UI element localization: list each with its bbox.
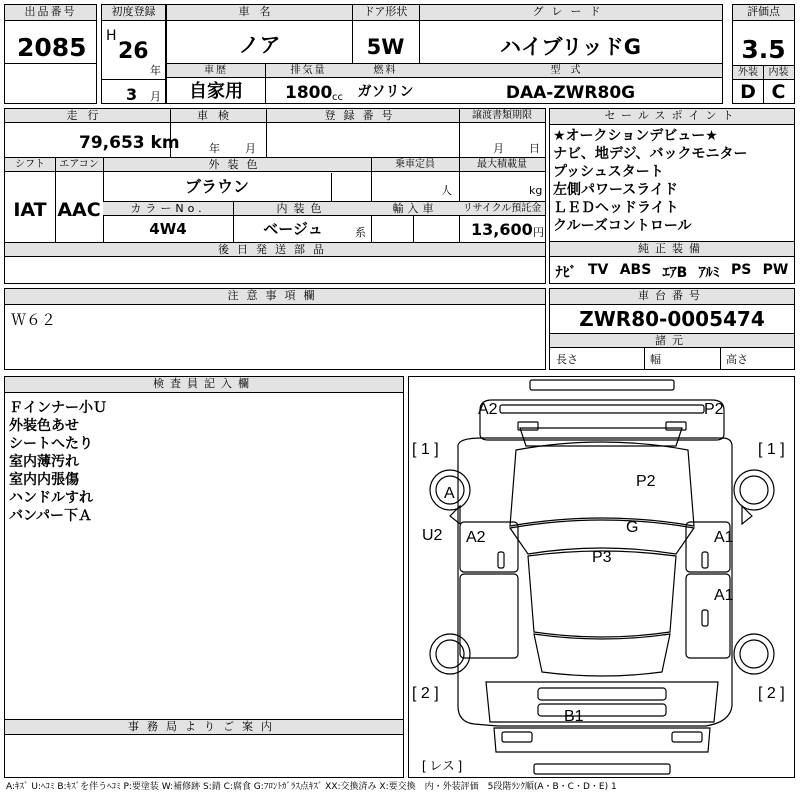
shift: IAT — [13, 199, 47, 221]
equipment-list — [550, 262, 794, 282]
equipment-item: TV — [587, 262, 609, 278]
notes-text: Ｗ６２ — [11, 311, 57, 329]
displacement: 1800 — [285, 83, 333, 103]
shift-label: シフト — [5, 158, 55, 172]
registration-year: 26 — [118, 39, 149, 64]
length-label: 長さ — [556, 353, 578, 366]
mark-p2-hood: P2 — [636, 473, 656, 490]
grade-label: グレード — [419, 5, 722, 21]
score-label: 評価点 — [733, 5, 794, 21]
grade: ハイブリッドG — [500, 35, 641, 59]
mark-a2-side: A2 — [466, 529, 486, 546]
score-box — [732, 4, 795, 104]
registration-number-label: 登録番号 — [266, 109, 459, 123]
max-load-label: 最大積載量 — [459, 158, 545, 172]
mark-a1-door-front: A1 — [714, 529, 734, 546]
interior-grade-label: 内装 — [763, 66, 794, 80]
height-label: 高さ — [726, 353, 748, 366]
door-type-label: ドア形状 — [352, 5, 419, 21]
equipment-title: 純正装備 — [550, 242, 794, 257]
vehicle-detail-box — [4, 108, 546, 284]
inspector-box — [4, 376, 404, 778]
corner-1-left: [ 1 ] — [412, 441, 439, 458]
vehicle-history-label: 車歴 — [167, 64, 265, 78]
exterior-grade-label: 外装 — [733, 66, 763, 80]
chassis-number-title: 車台番号 — [550, 289, 794, 305]
interior-color: ベージュ — [263, 220, 323, 238]
recycle-unit: 円 — [533, 226, 544, 239]
color-number: 4W4 — [149, 220, 187, 238]
later-parts-label: 後日発送部品 — [5, 243, 545, 257]
first-registration-box — [101, 4, 166, 104]
equipment-item: ｱﾙﾐ — [698, 265, 720, 281]
displacement-unit: cc — [332, 92, 343, 103]
aircon-label: エアコン — [55, 158, 103, 172]
year-unit: 年 — [150, 64, 161, 77]
mark-a2-front: A2 — [478, 401, 498, 418]
fuel: ガソリン — [357, 84, 414, 100]
mileage: 79,653 km — [79, 133, 180, 153]
recycle-deposit: 13,600 — [471, 220, 533, 239]
max-load-unit: kg — [529, 184, 543, 197]
lesu-label: [ レス ] — [422, 758, 463, 773]
vehicle-history: 自家用 — [189, 81, 243, 102]
corner-2-right: [ 2 ] — [758, 685, 785, 702]
inspector-line: 室内内張傷 — [9, 472, 79, 488]
mark-p3: P3 — [592, 549, 612, 566]
legend: A:ｷｽﾞ U:ﾍｺﾐ B:ｷｽﾞを伴うﾍｺﾐ P:要塗装 W:補修跡 S:錆 C:腐食 G:ﾌﾛﾝﾄｶﾞﾗｽ点ｷｽﾞ XX:交換済み X:要交換 内・外装評価 5段階ﾗﾝｸ順(A・B・C・D・E) 1 — [6, 782, 617, 792]
sales-points-list — [553, 129, 747, 237]
score: 3.5 — [741, 35, 786, 64]
mileage-label: 走行 — [5, 109, 170, 123]
chassis-number: ZWR80-0005474 — [579, 307, 765, 331]
inspector-line: シートへたり — [9, 436, 93, 452]
inspector-line: 外装色あせ — [9, 418, 79, 434]
model: DAA-ZWR80G — [505, 83, 636, 103]
equipment-item: ABS — [619, 262, 652, 278]
inspection-label: 車検 — [170, 109, 266, 123]
transfer-deadline-label: 譲渡書類期限 — [459, 109, 545, 123]
lot-number-label: 出品番号 — [5, 5, 96, 21]
fuel-label: 燃料 — [352, 64, 419, 78]
width-label: 幅 — [650, 353, 661, 366]
import-label: 輸入車 — [371, 202, 459, 216]
equipment-item: ｴｱB — [662, 265, 688, 281]
inspector-line: ハンドルすれ — [9, 490, 93, 506]
sales-points-title: セールスポイント — [550, 109, 794, 125]
capacity-label: 乗車定員 — [371, 158, 459, 172]
inspector-notes — [9, 397, 107, 523]
mark-p2-front: P2 — [704, 401, 724, 418]
corner-1-right: [ 1 ] — [758, 441, 785, 458]
sales-points-box — [549, 108, 795, 284]
car-name-label: 車名 — [167, 5, 352, 21]
displacement-label: 排気量 — [265, 64, 352, 78]
corner-2-left: [ 2 ] — [412, 685, 439, 702]
mark-g: G — [626, 519, 639, 536]
door-type: 5W — [366, 35, 405, 59]
first-registration-label: 初度登録 — [102, 5, 165, 21]
month-unit: 月 — [150, 90, 161, 103]
exterior-grade: D — [740, 81, 756, 103]
aircon: AAC — [57, 199, 101, 221]
inspector-line: バンパー下Ａ — [9, 508, 93, 524]
mark-b1: B1 — [564, 708, 584, 725]
capacity-unit: 人 — [441, 184, 452, 197]
sales-point: プッシュスタート — [553, 164, 664, 180]
inspector-line: 室内薄汚れ — [9, 454, 79, 470]
mark-u2: U2 — [422, 527, 443, 544]
equipment-item: PW — [762, 262, 789, 278]
spec-title: 諸元 — [550, 334, 794, 348]
transfer-day-unit: 日 — [529, 142, 540, 155]
mark-a-wheel: A — [444, 485, 455, 502]
lot-number: 2085 — [17, 33, 87, 62]
exterior-color: ブラウン — [184, 177, 249, 196]
transfer-month-unit: 月 — [493, 142, 504, 155]
car-damage-diagram — [408, 376, 795, 778]
era: H — [106, 28, 117, 44]
equipment-item: ﾅﾋﾞ — [555, 265, 577, 281]
recycle-deposit-label: リサイクル預託金 — [459, 202, 545, 216]
color-number-label: カラーNo. — [103, 202, 233, 216]
inspection-month-unit: 月 — [245, 142, 256, 155]
interior-grade: C — [771, 81, 786, 103]
exterior-color-label: 外装色 — [103, 158, 371, 172]
sales-point: 左側パワースライド — [553, 182, 678, 198]
inspector-title: 検査員記入欄 — [5, 377, 403, 393]
sales-point: ナビ、地デジ、バックモニター — [553, 146, 748, 162]
lot-number-box — [4, 4, 97, 104]
sales-point: ★オークションデビュー★ — [553, 128, 718, 144]
interior-color-label: 内装色 — [233, 202, 371, 216]
car-name: ノア — [238, 33, 281, 57]
interior-color-unit: 系 — [355, 226, 366, 239]
notes-title: 注意事項欄 — [5, 289, 545, 305]
registration-month: 3 — [126, 85, 138, 104]
sales-point: クルーズコントロール — [553, 218, 692, 234]
inspector-line: Ｆインナー小Ｕ — [9, 400, 107, 416]
sales-point: ＬＥＤヘッドライト — [553, 200, 679, 216]
mark-a1-door-rear: A1 — [714, 587, 734, 604]
inspection-year-unit: 年 — [209, 142, 220, 155]
office-title: 事務局よりご案内 — [5, 720, 403, 735]
equipment-item: PS — [730, 262, 752, 278]
model-label: 型式 — [419, 64, 722, 78]
notes-box — [4, 288, 546, 370]
car-info-box — [166, 4, 723, 104]
chassis-box — [549, 288, 795, 370]
